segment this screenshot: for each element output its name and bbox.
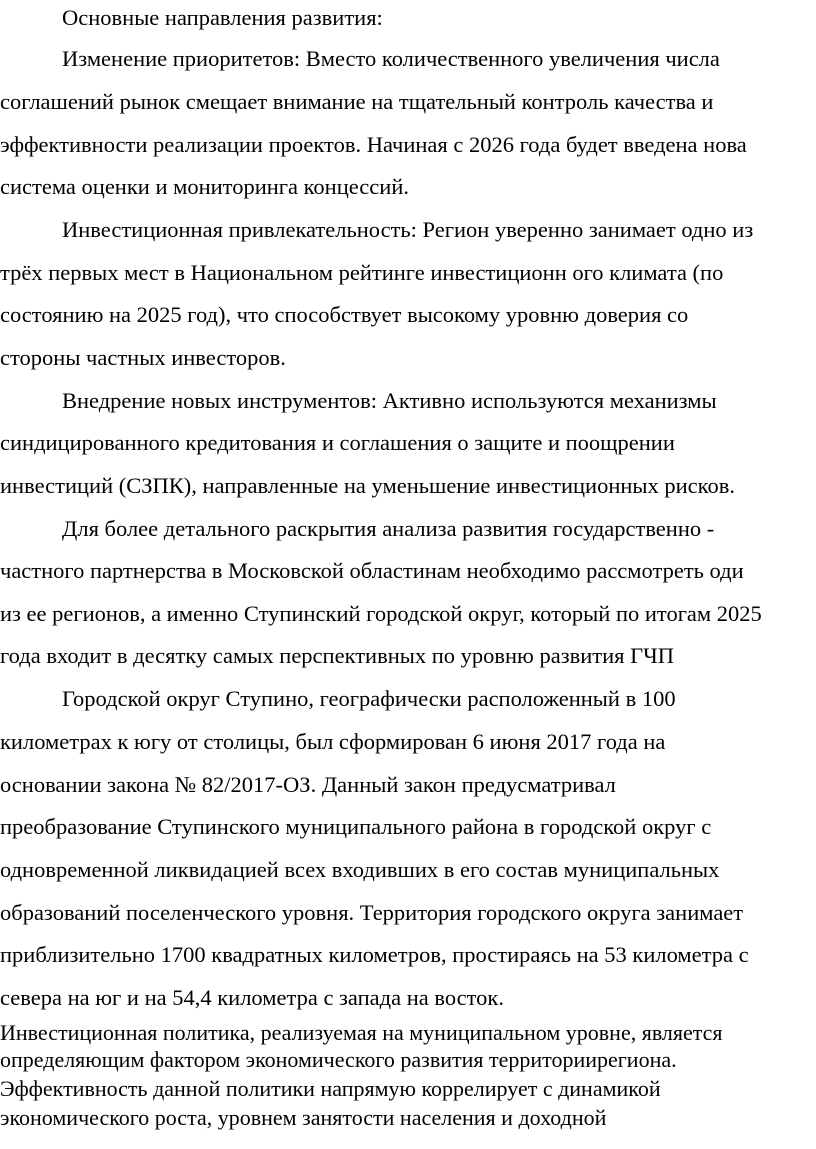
- text-line: стороны частных инвесторов.: [0, 345, 286, 370]
- text-line: Городской округ Ступино, географически расположенный в 100: [62, 686, 676, 711]
- text-line: одновременной ликвидацией всех входивших в его состав муниципальных: [0, 857, 720, 882]
- text-line: приблизительно 1700 квадратных километров, простираясь на 53 километра с: [0, 942, 749, 967]
- text-line: эффективности реализации проектов. Начиная с 2026 года будет введена нова: [0, 132, 747, 157]
- text-line: образований поселенческого уровня. Территория городского округа занимает: [0, 900, 744, 925]
- text-line: Для более детального раскрытия анализа развития государственно -: [62, 516, 715, 541]
- text-line: преобразование Ступинского муниципального района в городской округ с: [0, 814, 712, 839]
- text-line: Эффективность данной политики напрямую коррелирует с динамикой: [0, 1076, 661, 1101]
- text-line: Инвестиционная привлекательность: Регион уверенно занимает одно из: [62, 217, 754, 242]
- text-line: состоянию на 2025 год), что способствует высокому уровню доверия со: [0, 302, 689, 327]
- text-line: соглашений рынок смещает внимание на тщательный контроль качества и: [0, 89, 714, 114]
- text-line: система оценки и мониторинга концессий.: [0, 174, 409, 199]
- text-line: частного партнерства в Московской областинам необходимо рассмотреть оди: [0, 558, 744, 583]
- text-line: севера на юг и на 54,4 километра с запада на восток.: [0, 985, 504, 1010]
- text-line: инвестиций (СЗПК), направленные на уменьшение инвестиционных рисков.: [0, 473, 735, 498]
- text-line: Инвестиционная политика, реализуемая на муниципальном уровне, является: [0, 1020, 723, 1045]
- text-line: основании закона № 82/2017-ОЗ. Данный закон предусматривал: [0, 772, 616, 797]
- text-line: Внедрение новых инструментов: Активно используются механизмы: [62, 388, 717, 413]
- text-line: определяющим фактором экономического развития территориирегиона.: [0, 1047, 677, 1072]
- text-line: экономического роста, уровнем занятости населения и доходной: [0, 1105, 607, 1130]
- text-line: трёх первых мест в Национальном рейтинге инвестиционн ого климата (по: [0, 260, 724, 285]
- text-line: из ее регионов, а именно Ступинский городской округ, который по итогам 2025: [0, 601, 762, 626]
- section-title: Основные направления развития:: [62, 5, 383, 30]
- text-line: года входит в десятку самых перспективных по уровню развития ГЧП: [0, 643, 675, 668]
- text-line: синдицированного кредитования и соглашения о защите и поощрении: [0, 430, 675, 455]
- text-line: километрах к югу от столицы, был сформирован 6 июня 2017 года на: [0, 729, 666, 754]
- text-line: Изменение приоритетов: Вместо количественного увеличения числа: [62, 46, 720, 71]
